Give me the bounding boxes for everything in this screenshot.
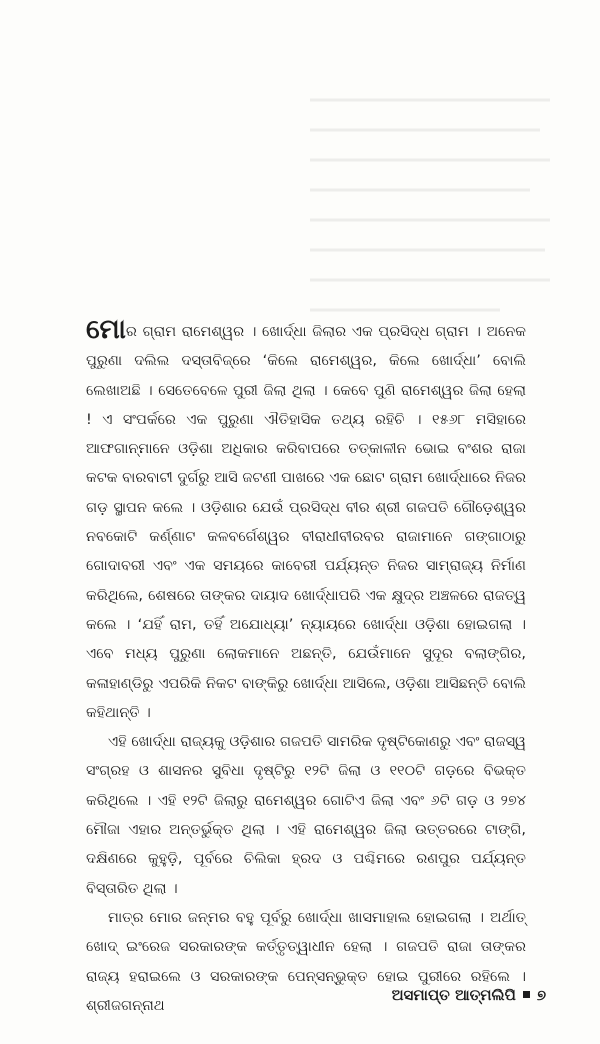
book-title: ଅସମାପ୍ତ ଆତ୍ମଲିପି	[391, 986, 516, 1004]
page-footer	[392, 986, 546, 1004]
paragraph-1-text: ର ଗ୍ରାମ ରାମେଶ୍ୱର । ଖୋର୍ଦ୍ଧା ଜିଲାର ଏକ ପ୍ରସିଦ୍ଧ ଗ୍ରାମ । ଅନେକ ପୁରୁଣା ଦଲିଲ ଦସ୍ତାବିଜ୍‌ରେ ‘କିଲେ ରାମେଶ୍ୱର, କିଲେ ଖୋର୍ଦ୍ଧା’ ବୋଲି ଲେଖାଅଛି । ସେତେବେଳେ ପୁରୀ ଜିଲା ଥିଲା । କେବେ ପୁଣି ରାମେଶ୍ୱର ଜିଲା ହେଲା ! ଏ ସଂପର୍କରେ ଏକ ପୁରୁଣା ଐତିହାସିକ ତଥ୍ୟ ରହିଚି । ୧୫୬୮ ମସିହାରେ ଆଫଗାନ୍‌ମାନେ ଓଡ଼ିଶା ଅଧିକାର କରିବାପରେ ତତ୍‌କାଳୀନ ଭୋଇ ବଂଶର ରାଜା କଟକ ବାରବାଟୀ ଦୁର୍ଗରୁ ଆସି ଜଟଣୀ ପାଖରେ ଏକ ଛୋଟ ଗ୍ରାମ ଖୋର୍ଦ୍ଧାରେ ନିଜର ଗଡ଼ ସ୍ଥାପନ କଲେ । ଓଡ଼ିଶାର ଯେଉଁ ପ୍ରସିଦ୍ଧ ବୀର ଶ୍ରୀ ଗଜପତି ଗୌଡ଼େଶ୍ୱର ନବକୋଟି କର୍ଣ୍ଣାଟ କଳବର୍ଗେଶ୍ୱର ବୀରାଧୀବୀରବର ରାଜାମାନେ ଗଙ୍ଗାଠାରୁ ଗୋଦାବରୀ ଏବଂ ଏକ ସମୟରେ କାବେରୀ ପର୍ଯ୍ୟନ୍ତ ନିଜର ସାମ୍ରାଜ୍ୟ ନିର୍ମାଣ କରିଥିଲେ, ଶେଷରେ ତାଙ୍କର ଦାୟାଦ ଖୋର୍ଦ୍ଧାପରି ଏକ କ୍ଷୁଦ୍ର ଅଞ୍ଚଳରେ ରାଜତ୍ୱ କଲେ । ‘ଯହିଁ ରାମ, ତହିଁ ଅଯୋଧ୍ୟା’ ନ୍ୟାୟରେ ଖୋର୍ଦ୍ଧା ଓଡ଼ିଶା ହୋଇଗଲା । ଏବେ ମଧ୍ୟ ପୁରୁଣା ଲୋକମାନେ ଅଛନ୍ତି, ଯେଉଁମାନେ ସୁଦୂର ବଲାଙ୍ଗିର, କଳାହାଣ୍ଡିରୁ ଏପରିକି ନିକଟ ବାଙ୍କିରୁ ଖୋର୍ଦ୍ଧା ଆସିଲେ, ଓଡ଼ିଶା ଆସିଛନ୍ତି ବୋଲି କହିଥାନ୍ତି ।	[86, 324, 526, 721]
paragraph-3: ମାତ୍ର ମୋର ଜନ୍ମର ବହୁ ପୂର୍ବରୁ ଖୋର୍ଦ୍ଧା ଖାସମାହାଲ ହୋଇଗଲା । ଅର୍ଥାତ୍ ଖୋଦ୍ ଇଂରେଜ ସରକାରଙ୍କ କର୍ତ୍ତୃତ୍ୱାଧୀନ ହେଲା । ଗଜପତି ରାଜା ତାଙ୍କର ରାଜ୍ୟ ହରାଇଲେ ଓ ସରକାରଙ୍କ ପେନ୍‌ସନ୍‌ଭୁକ୍ତ ହୋଇ ପୁରୀରେ ରହିଲେ । ଶ୍ରୀଜଗନ୍ନାଥ	[86, 909, 526, 1014]
paragraph-2: ଏହି ଖୋର୍ଦ୍ଧା ରାଜ୍ୟକୁ ଓଡ଼ିଶାର ଗଜପତି ସାମରିକ ଦୃଷ୍ଟିକୋଣରୁ ଏବଂ ରାଜସ୍ୱ ସଂଗ୍ରହ ଓ ଶାସନର ସୁବିଧା ଦୃଷ୍ଟିରୁ ୧୨ଟି ଜିଲା ଓ ୧୧୦ଟି ଗଡ଼ରେ ବିଭକ୍ତ କରିଥିଲେ । ଏହି ୧୨ଟି ଜିଲାରୁ ରାମେଶ୍ୱର ଗୋଟିଏ ଜିଲା ଏବଂ ୬ଟି ଗଡ଼ ଓ ୨୭୪ ମୌଜା ଏହାର ଅନ୍ତର୍ଭୁକ୍ତ ଥିଲା । ଏହି ରାମେଶ୍ୱର ଜିଲା ଉତ୍ତରରେ ଟାଙ୍ଗି, ଦକ୍ଷିଣରେ କୁହୁଡ଼ି, ପୂର୍ବରେ ଚିଲିକା ହ୍ରଦ ଓ ପଶ୍ଚିମରେ ରଣପୁର ପର୍ଯ୍ୟନ୍ତ ବିସ୍ତାରିତ ଥିଲା ।	[86, 734, 526, 897]
drop-cap: ମୋ	[86, 314, 126, 345]
page-number: ୭	[536, 986, 546, 1004]
show-through-text	[300, 80, 560, 340]
body-text	[86, 314, 526, 1021]
bullet-icon	[523, 991, 530, 998]
paragraph-1	[86, 314, 526, 728]
